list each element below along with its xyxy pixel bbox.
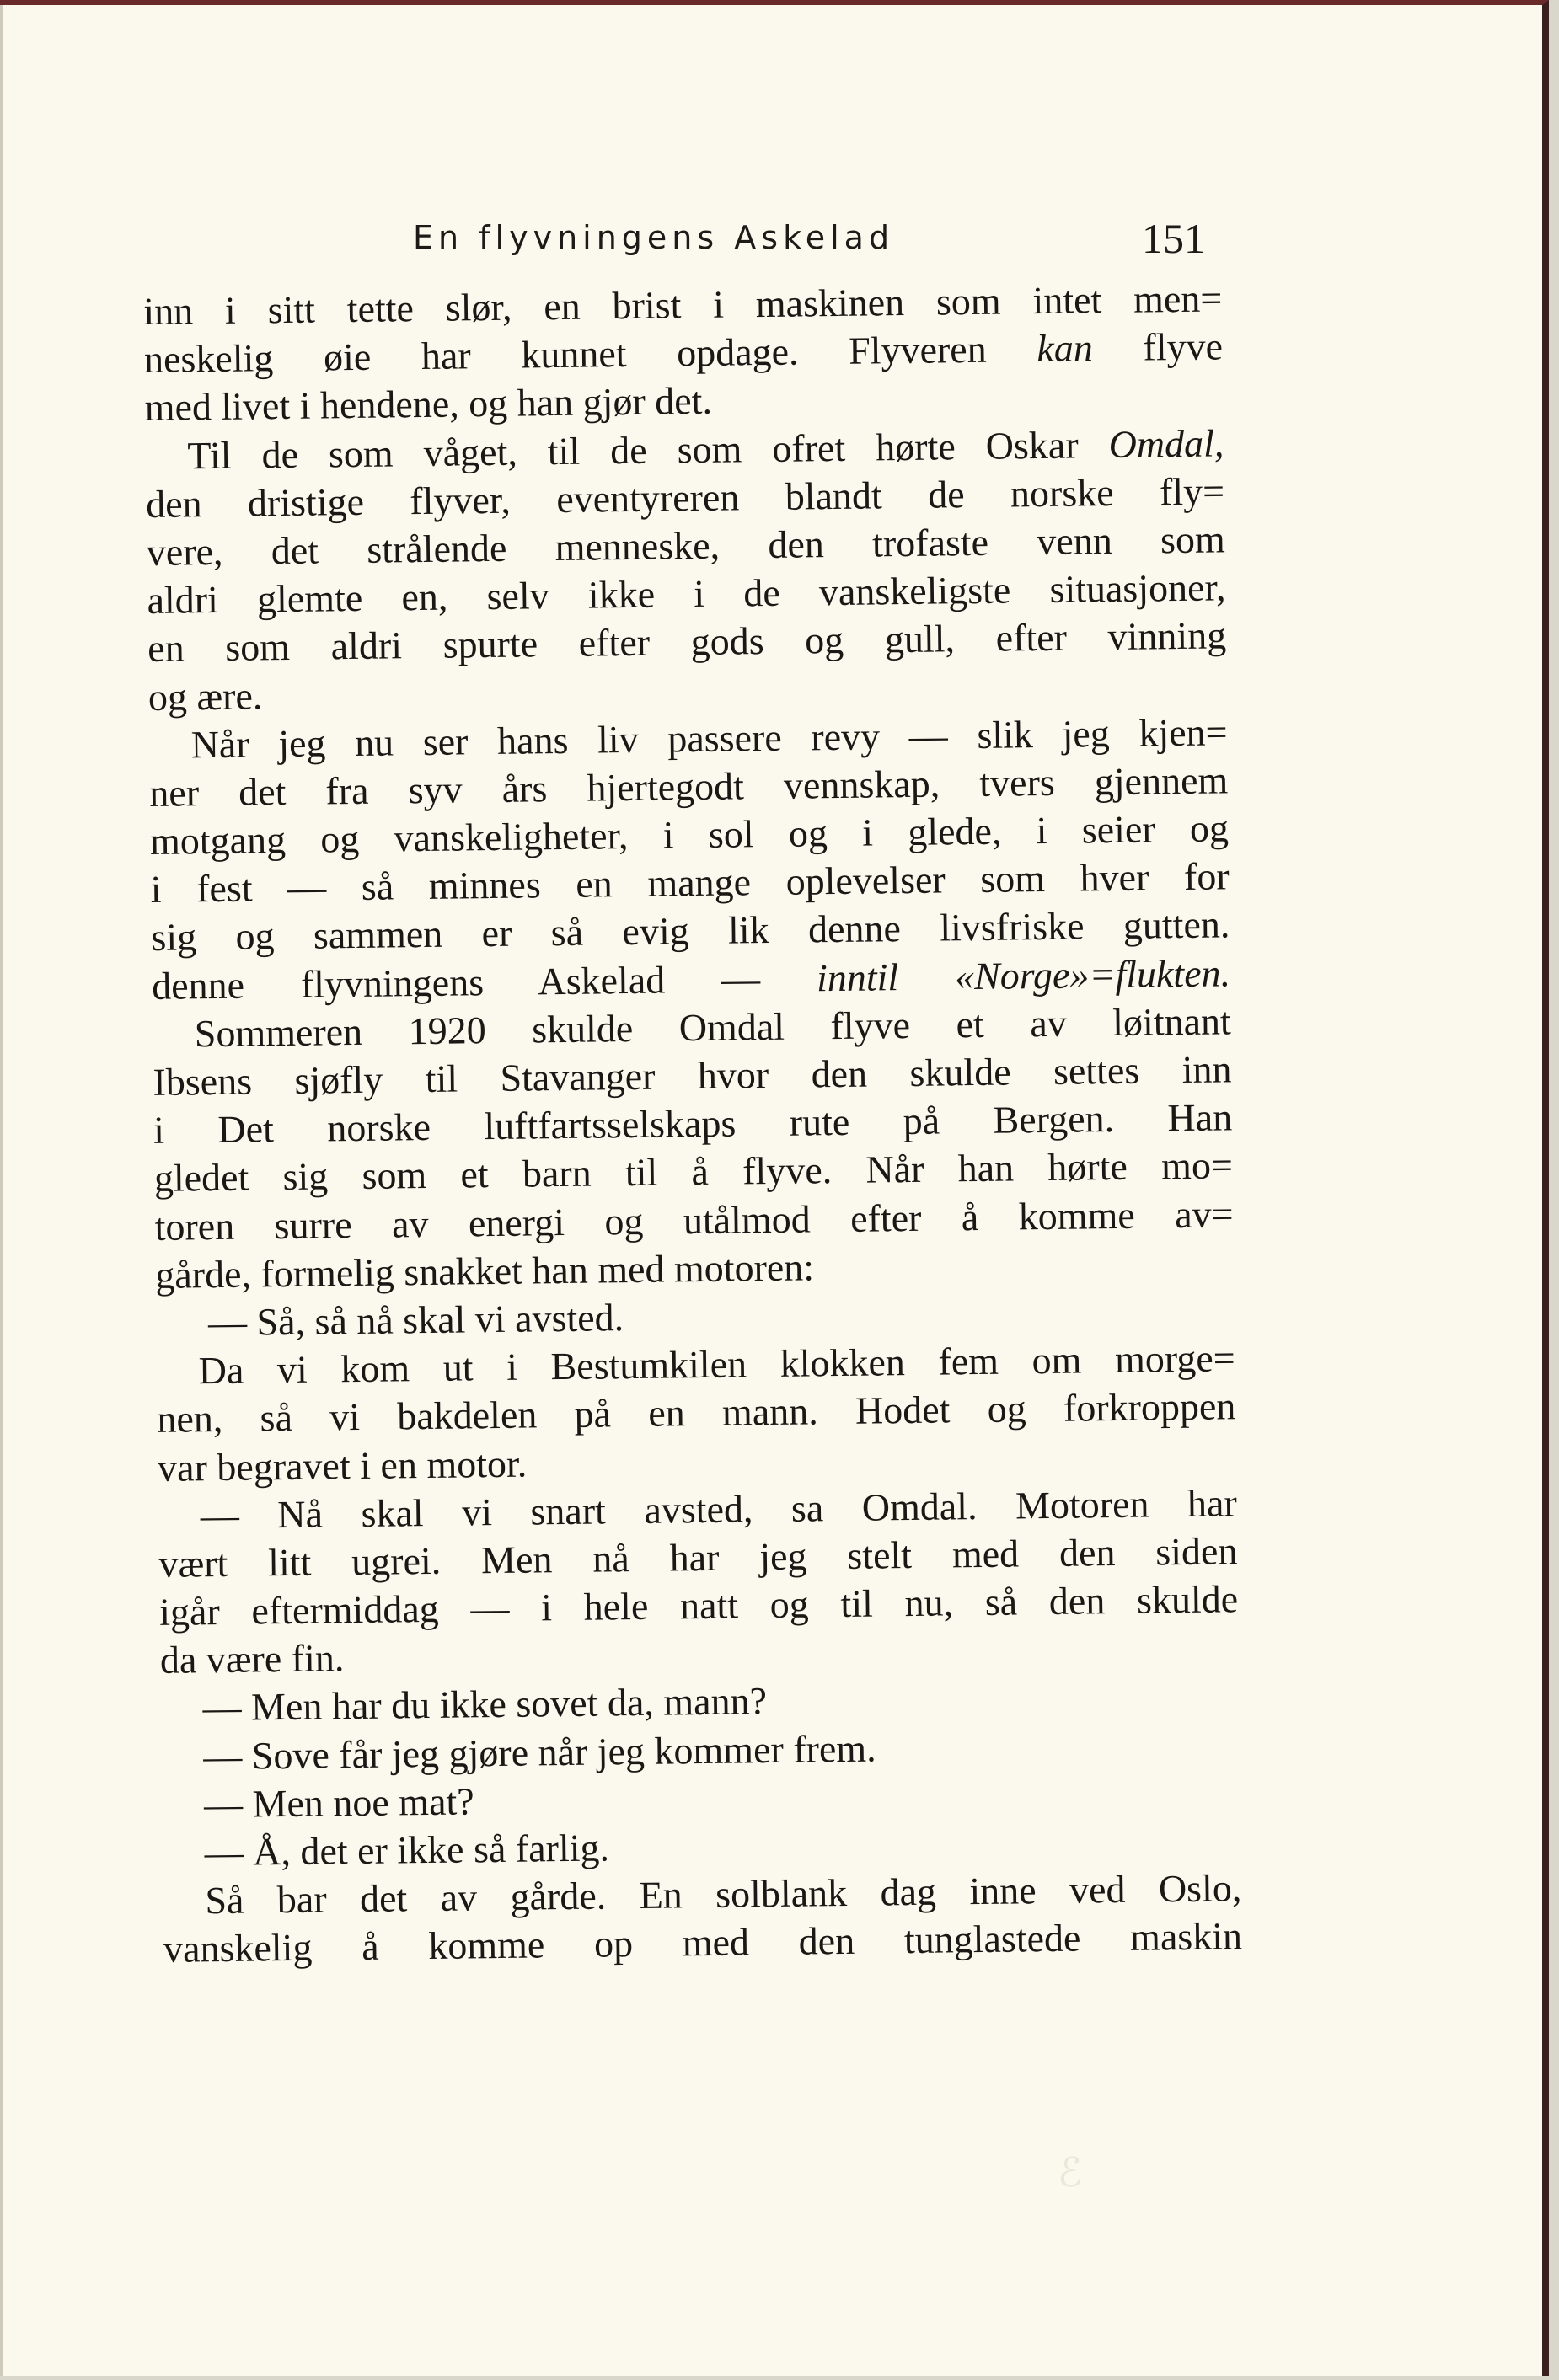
text-line: Sommeren 1920 skulde Omdal flyve et av løitnant [194,999,1232,1056]
text-line: aldri glemte en, selv ikke i de vanskeligste situasjoner, [147,565,1226,623]
text-line: vært litt ugrei. Men nå har jeg stelt med den siden [158,1529,1238,1586]
text-line: motgang og vanskeligheter, i sol og i glede, i seier og [149,806,1230,864]
text-line: i Det norske luftfartsselskaps rute på Bergen. Han [153,1095,1233,1153]
dialogue-line: — Så, så nå skal vi avsted. [207,1296,624,1345]
text-line: denne flyvningens Askelad — inntil «Norge»=flukten. [151,950,1231,1008]
text-line: Til de som våget, til de som ofret hørte Oskar Omdal, [187,420,1224,477]
dialogue-line: — Å, det er ikke så farlig. [204,1826,610,1875]
dialogue-line: — Men noe mat? [203,1779,474,1826]
italic-word: kan [1037,326,1094,371]
text-line: med livet i hendene, og han gjør det. [144,379,713,430]
text-line: ner det fra syv års hjertegodt vennskap, tvers gjennem [149,758,1229,815]
dialogue-line: — Men har du ikke sovet da, mann? [202,1679,768,1730]
text-line: Da vi kom ut i Bestumkilen klokken fem om morge= [198,1336,1235,1393]
text-line: sig og sammen er så evig lik denne livsfriske gutten. [151,902,1230,960]
text-line: neskelig øie har kunnet opdage. Flyveren kan flyve [143,324,1224,382]
text-line: i fest — så minnes en mange oplevelser som hver for [150,854,1230,912]
text-line: inn i sitt tette slør, en brist i maskinen som intet men= [143,276,1223,333]
text-line: igår eftermiddag — i hele natt og til nu, så den skulde [158,1577,1239,1634]
text-line: gårde, formelig snakket han med motoren: [155,1245,815,1297]
text-line: var begravet i en motor. [157,1441,528,1490]
page-edge [0,5,3,2376]
text-line: vere, det strålende menneske, den trofaste venn som [146,517,1226,574]
text-line: Når jeg nu ser hans liv passere revy — slik jeg kjen= [190,710,1228,767]
text-line: da være fin. [159,1636,345,1682]
page-number: 151 [1142,215,1205,262]
pencil-mark: ℰ [1058,2149,1083,2196]
text-line: en som aldri spurte efter gods og gull, efter vinning [147,613,1227,671]
dialogue-line: — Nå skal vi snart avsted, sa Omdal. Motoren har [200,1480,1238,1537]
text-line: gledet sig som et barn til å flyve. Når han hørte mo= [153,1143,1234,1201]
dialogue-line: — Sove får jeg gjøre når jeg kommer frem. [202,1726,876,1778]
text-line: toren surre av energi og utålmod efter å komme av= [154,1191,1234,1249]
text-line: vanskelig å komme op med den tunglastede maskin [163,1914,1243,1971]
text-line: Så bar det av gårde. En solblank dag inne ved Oslo, [205,1866,1242,1923]
text-line: Ibsens sjøfly til Stavanger hvor den skulde settes inn [153,1047,1232,1104]
italic-word: Omdal, [1108,420,1224,466]
text-line: nen, så vi bakdelen på en mann. Hodet og forkroppen [157,1384,1236,1441]
running-head [413,214,1205,273]
running-title: En flyvningens Askelad [413,219,895,256]
text-line: og ære. [147,673,263,719]
body-text [143,274,1242,1973]
italic-phrase: inntil «Norge»=flukten. [816,950,1231,999]
text-line: den dristige flyver, eventyreren blandt de norske fly= [145,469,1225,526]
